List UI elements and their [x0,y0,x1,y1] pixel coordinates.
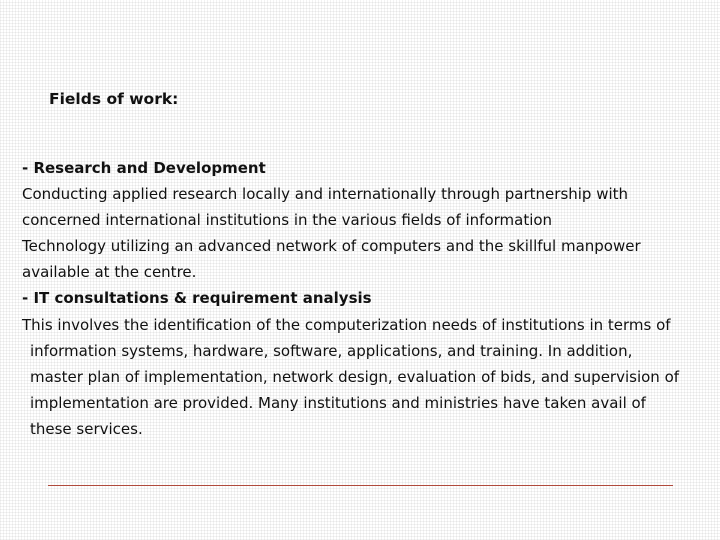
body-line: master plan of implementation, network design, evaluation of bids, and supervision of [30,368,680,386]
body-line: Technology utilizing an advanced network of computers and the skillful manpower [22,237,641,255]
body-line: implementation are provided. Many institutions and ministries have taken avail of [30,394,646,412]
body-line: information systems, hardware, software, applications, and training. In addition, [30,342,633,360]
body-line: these services. [30,420,143,438]
body-line: Conducting applied research locally and internationally through partnership with [22,185,629,203]
body-line: This involves the identification of the computerization needs of institutions in terms of [22,316,671,334]
section-title-it-consultations: - IT consultations & requirement analysis [22,289,372,307]
slide-heading: Fields of work: [49,90,179,108]
body-line: available at the centre. [22,263,197,281]
footer-divider [48,485,673,486]
body-line: concerned international institutions in the various fields of information [22,211,553,229]
section-title-research: - Research and Development [22,159,266,177]
